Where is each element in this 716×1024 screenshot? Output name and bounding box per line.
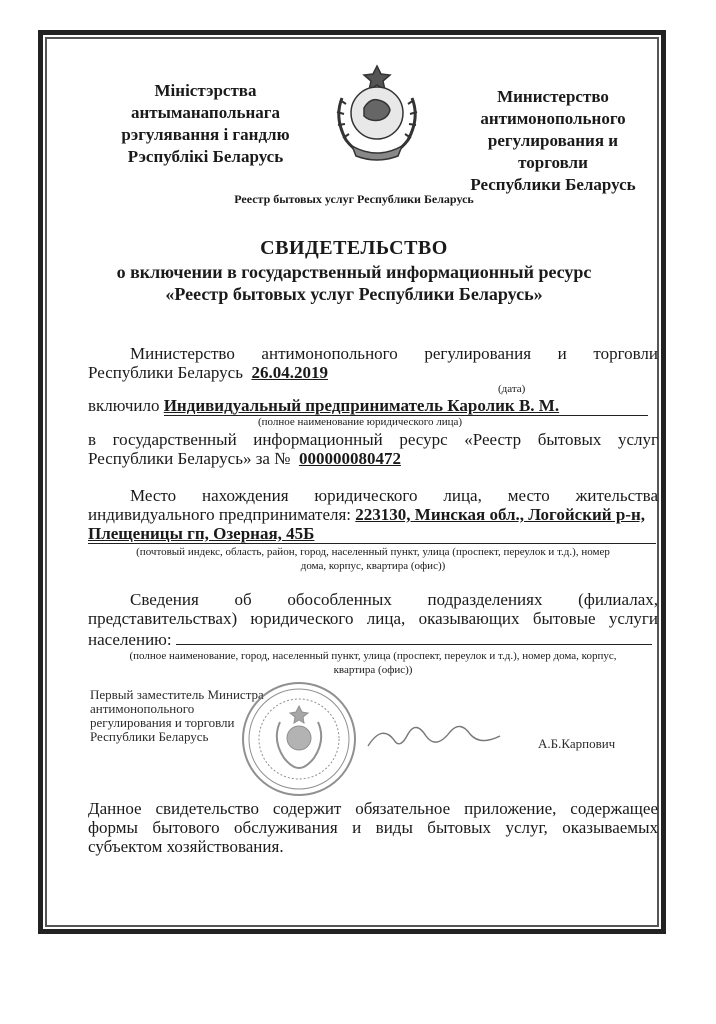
subdivisions-caption-line: (полное наименование, город, населенный пункт, улица (проспект, переулок и т.д.), номер дома, корпус, — [129, 650, 617, 662]
header-right-line: Министерство — [497, 87, 609, 106]
header-right-line: торговли — [518, 153, 588, 172]
para2-line3 — [88, 524, 658, 544]
certificate-subtitle — [40, 261, 668, 305]
para1-line2 — [88, 363, 658, 382]
para2-line2-prefix: индивидуального предпринимателя: — [88, 505, 352, 524]
address-caption — [88, 545, 658, 573]
official-seal-icon — [240, 680, 358, 798]
para2-line1: Место нахождения юридического лица, место жительства — [130, 486, 658, 505]
subdivisions-caption — [88, 649, 658, 677]
entity-name: Индивидуальный предприниматель Каролик В. М. — [164, 396, 648, 416]
issue-date: 26.04.2019 — [251, 363, 328, 382]
signer-name: А.Б.Карпович — [538, 736, 616, 751]
para1-line4: в государственный информационный ресурс «Реестр бытовых услуг — [88, 430, 658, 449]
signer-position-line: регулирования и торговли — [90, 715, 235, 730]
para3-line1: Сведения об обособленных подразделениях (филиалах, — [130, 590, 658, 609]
state-emblem-icon — [322, 58, 432, 168]
registry-name: Реестр бытовых услуг Республики Беларусь — [234, 192, 474, 206]
entity-caption: (полное наименование юридического лица) — [258, 416, 463, 428]
header-left-ministry-by — [98, 80, 313, 168]
para1-line5-prefix: Республики Беларусь» за № — [88, 449, 291, 468]
header-left-line: Рэспублікі Беларусь — [127, 147, 284, 166]
footer-line2: формы бытового обслуживания и виды бытовых услуг, оказываемых — [88, 818, 658, 837]
para3-line2: представительствах) юридического лица, оказывающих бытовые услуги — [88, 609, 658, 628]
signer-position-line: Республики Беларусь — [90, 729, 209, 744]
registry-number: 000000080472 — [298, 449, 401, 468]
signer-position-line: Первый заместитель Министра — [90, 687, 264, 702]
address-caption-line: (почтовый индекс, область, район, город, населенный пункт, улица (проспект, переулок и т.д.), номер — [136, 546, 610, 558]
para1-line5 — [88, 449, 658, 468]
subtitle-line: о включении в государственный информационный ресурс — [116, 262, 592, 282]
para3-line3 — [88, 628, 658, 649]
header-left-line: рэгулявання і гандлю — [121, 125, 290, 144]
para1-line3 — [88, 396, 658, 416]
header-left-line: антыманапольнага — [130, 103, 281, 122]
header-left-line: Міністэрства — [154, 81, 257, 100]
address-part2: Плещеницы гп, Озерная, 45Б — [88, 524, 656, 544]
footer-line3: субъектом хозяйствования. — [88, 837, 284, 856]
included-prefix: включило — [88, 396, 160, 415]
para1-line2-prefix: Республики Беларусь — [88, 363, 243, 382]
certificate-title: СВИДЕТЕЛЬСТВО — [260, 237, 448, 259]
address-part1: 223130, Минская обл., Логойский р-н, — [355, 505, 645, 524]
subtitle-line: «Реестр бытовых услуг Республики Беларусь» — [165, 284, 543, 304]
header-right-line: антимонопольного — [480, 109, 626, 128]
para1-line1: Министерство антимонопольного регулирования и торговли — [130, 344, 658, 363]
footer-line1: Данное свидетельство содержит обязательное приложение, содержащее — [88, 799, 658, 818]
handwritten-signature-icon — [360, 718, 530, 758]
subdivisions-blank — [176, 628, 652, 645]
date-caption: (дата) — [498, 383, 526, 395]
header-right-line: Республики Беларусь — [470, 175, 636, 194]
header-right-ministry-ru — [453, 86, 653, 196]
para3-line3-prefix: населению: — [88, 630, 172, 649]
header-right-line: регулирования и — [487, 131, 619, 150]
signer-position-line: антимонопольного — [90, 701, 195, 716]
address-caption-line: дома, корпус, квартира (офис)) — [300, 560, 446, 572]
subdivisions-caption-line: квартира (офис)) — [333, 664, 413, 676]
para2-line2 — [88, 505, 663, 524]
